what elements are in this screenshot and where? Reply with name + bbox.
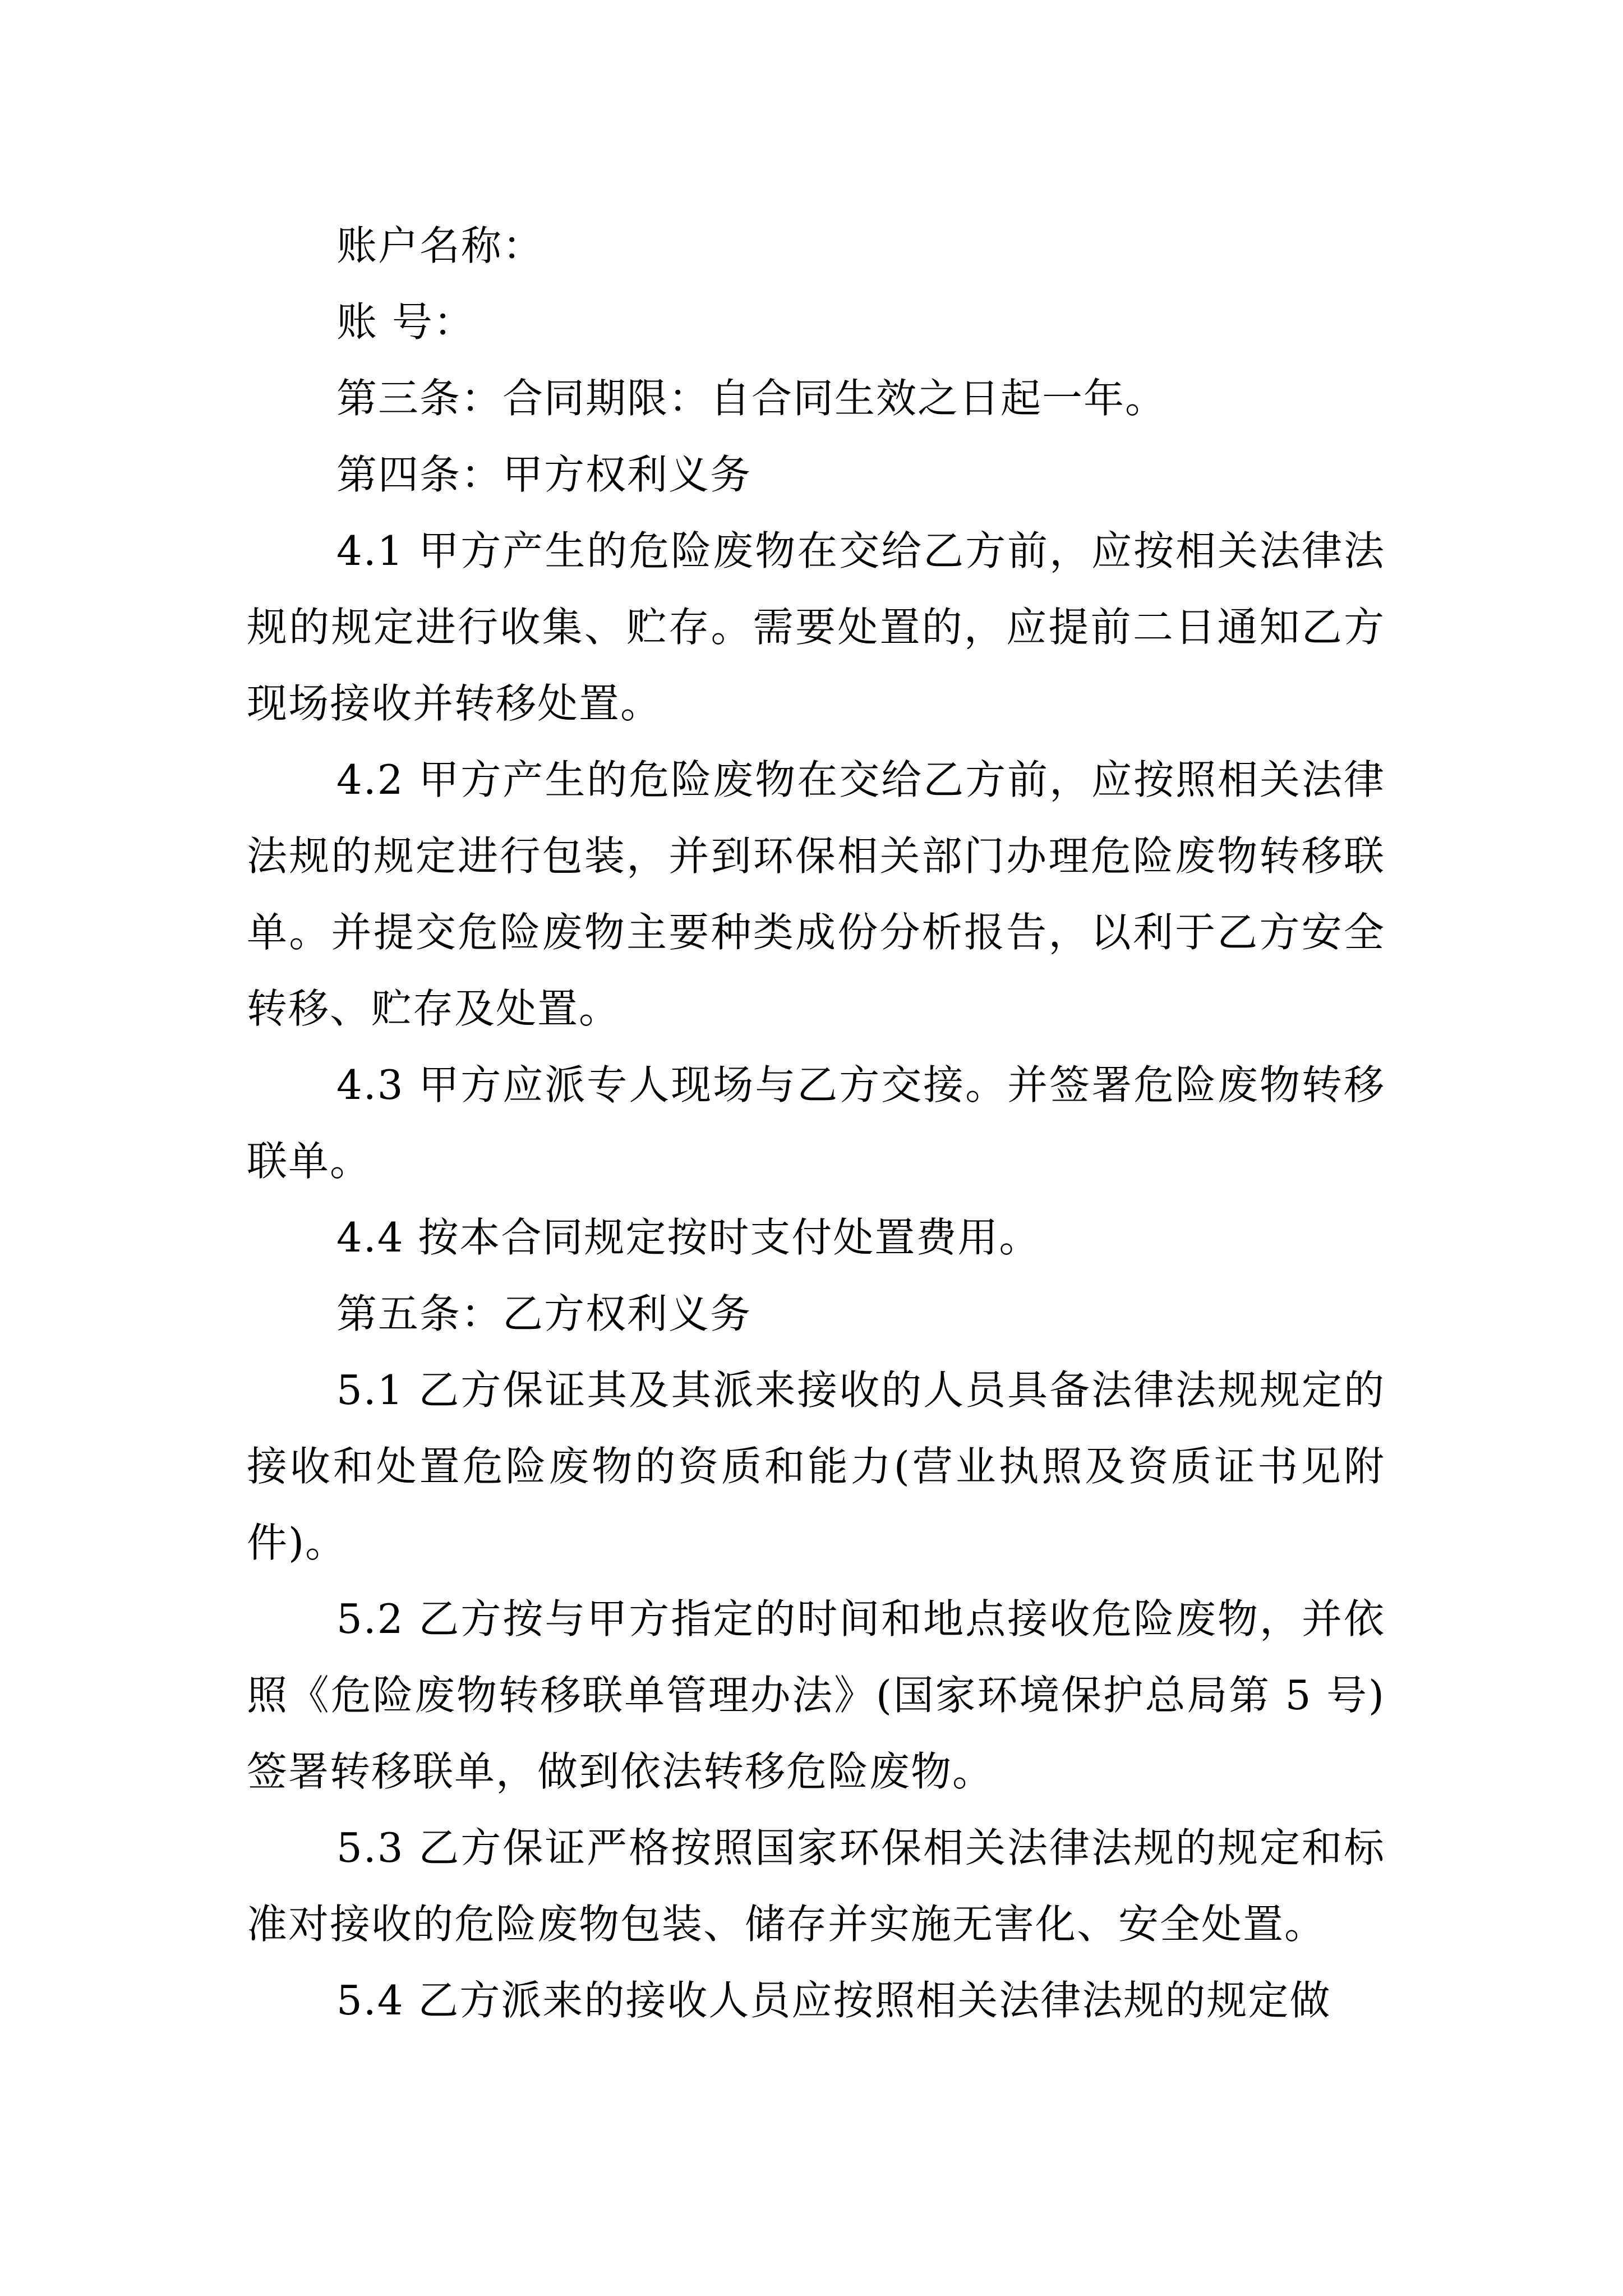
clause-5-2: 5.2 乙方按与甲方指定的时间和地点接收危险废物，并依照《危险废物转移联单管理办法》(国家环境保护总局第 5 号)签署转移联单，做到依法转移危险废物。: [247, 1595, 1385, 1795]
clause-5-4: 5.4 乙方派来的接收人员应按照相关法律法规的规定做: [336, 1977, 1331, 2024]
account-number-line: 账 号：: [336, 298, 475, 346]
document-body: [247, 208, 1385, 2039]
clause-5-1: 5.1 乙方保证其及其派来接收的人员具备法律法规规定的接收和处置危险废物的资质和能力(营业执照及资质证书见附件)。: [247, 1366, 1385, 1566]
clause-5-3: 5.3 乙方保证严格按照国家环保相关法律法规的规定和标准对接收的危险废物包装、储存并实施无害化、安全处置。: [247, 1824, 1385, 1948]
article-3-term: 第三条：合同期限：自合同生效之日起一年。: [336, 375, 1167, 422]
clause-4-4: 4.4 按本合同规定按时支付处置费用。: [336, 1214, 1041, 1261]
article-5-heading: 第五条：乙方权利义务: [336, 1290, 752, 1337]
clause-4-3: 4.3 甲方应派专人现场与乙方交接。并签署危险废物转移联单。: [247, 1061, 1385, 1185]
clause-4-2: 4.2 甲方产生的危险废物在交给乙方前，应按照相关法律法规的规定进行包装，并到环保相关部门办理危险废物转移联单。并提交危险废物主要种类成份分析报告，以利于乙方安全转移、贮存及处置。: [247, 756, 1385, 1032]
account-name-line: 账户名称：: [336, 222, 545, 269]
article-4-heading: 第四条：甲方权利义务: [336, 451, 752, 498]
clause-4-1: 4.1 甲方产生的危险废物在交给乙方前，应按相关法律法规的规定进行收集、贮存。需要处置的，应提前二日通知乙方现场接收并转移处置。: [247, 527, 1385, 727]
